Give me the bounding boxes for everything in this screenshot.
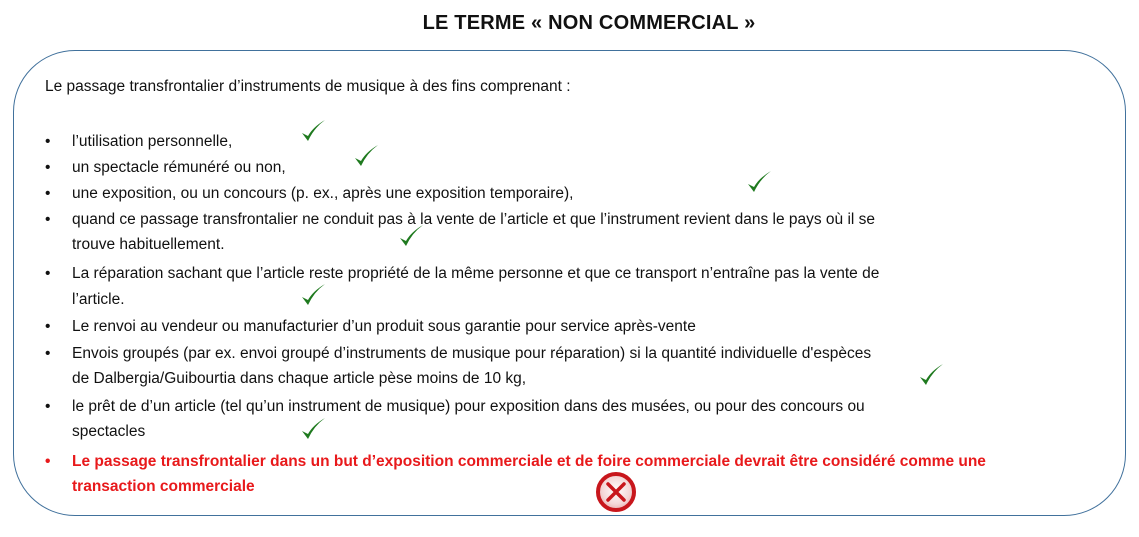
bullet: • [45, 159, 51, 176]
list-item-text-continuation: transaction commerciale [72, 478, 255, 495]
list-item-text: Le renvoi au vendeur ou manufacturier d’un produit sous garantie pour service après-vente [72, 318, 696, 335]
prohibited-cross-icon [595, 471, 637, 513]
bullet: • [45, 185, 51, 202]
list-item-text: La réparation sachant que l’article reste propriété de la même personne et que ce transport n’entraîne pas la vente de [72, 265, 880, 282]
list-item-text-continuation: trouve habituellement. [72, 236, 225, 253]
list-item-text-continuation: de Dalbergia/Guibourtia dans chaque article pèse moins de 10 kg, [72, 370, 527, 387]
checkmark-icon [745, 169, 773, 197]
list-item-text: un spectacle rémunéré ou non, [72, 159, 286, 176]
list-item-text: une exposition, ou un concours (p. ex., après une exposition temporaire), [72, 185, 574, 202]
bullet: • [45, 211, 51, 228]
checkmark-icon [299, 118, 327, 146]
list-item-text-continuation: spectacles [72, 423, 146, 440]
bullet: • [45, 345, 51, 362]
intro-text: Le passage transfrontalier d’instruments de musique à des fins comprenant : [45, 78, 571, 95]
list-item-text: Le passage transfrontalier dans un but d’exposition commerciale et de foire commerciale devrait être considéré comme une [72, 453, 986, 470]
bullet: • [45, 265, 51, 282]
list-item-text-continuation: l’article. [72, 291, 125, 308]
bullet: • [45, 398, 51, 415]
bullet: • [45, 453, 51, 470]
list-item-text: le prêt de d’un article (tel qu’un instrument de musique) pour exposition dans des musées, ou pour des concours ou [72, 398, 865, 415]
list-item-text: Envois groupés (par ex. envoi groupé d’instruments de musique pour réparation) si la quantité individuelle d'espèces [72, 345, 872, 362]
checkmark-icon [917, 362, 945, 390]
checkmark-icon [352, 143, 380, 171]
checkmark-icon [299, 282, 327, 310]
page-title: LE TERME « NON COMMERCIAL » [422, 12, 756, 34]
checkmark-icon [397, 223, 425, 251]
bullet: • [45, 318, 51, 335]
checkmark-icon [299, 416, 327, 444]
list-item-text: quand ce passage transfrontalier ne conduit pas à la vente de l’article et que l’instrument revient dans le pays où il se [72, 211, 876, 228]
bullet: • [45, 133, 51, 150]
list-item-text: l’utilisation personnelle, [72, 133, 233, 150]
